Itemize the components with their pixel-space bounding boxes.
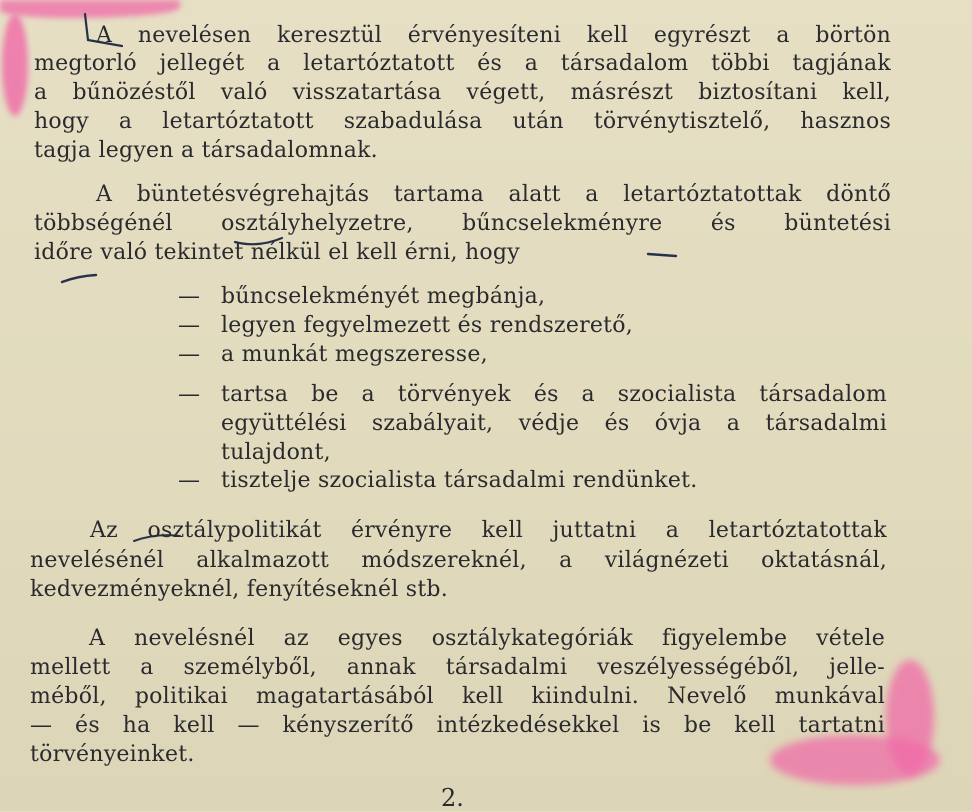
paragraph-4-line-2: mellett a személyből, annak társadalmi veszélyességéből, jelle- bbox=[30, 655, 885, 680]
paragraph-2-line-1: A büntetésvégrehajtás tartama alatt a letartóztatottak döntő bbox=[96, 182, 891, 207]
list-item-3-dash: — bbox=[178, 342, 200, 367]
list-item-2-text: legyen fegyelmezett és rendszerető, bbox=[221, 313, 634, 338]
paragraph-3-line-1: Az osztálypolitikát érvényre kell juttatni a letartóztatottak bbox=[90, 518, 887, 543]
paragraph-3-line-2: nevelésénél alkalmazott módszereknél, a világnézeti oktatásnál, bbox=[30, 548, 887, 573]
list-item-4-dash: — bbox=[178, 382, 200, 407]
list-item-1-dash: — bbox=[178, 284, 200, 309]
list-item-4-text-line-1: tartsa be a törvények és a szocialista társadalom bbox=[221, 382, 887, 407]
page-number: 2. bbox=[441, 784, 464, 812]
list-item-4-text-line-2: együttélési szabályait, védje és óvja a társadalmi bbox=[221, 411, 887, 436]
paragraph-4-line-3: méből, politikai magatartásából kell kiindulni. Nevelő munkával bbox=[30, 684, 885, 709]
list-item-5-text: tisztelje szocialista társadalmi rendünket. bbox=[221, 468, 698, 493]
list-item-1-text: bűncselekményét megbánja, bbox=[221, 284, 546, 309]
paragraph-1-line-3: a bűnözéstől való visszatartása végett, másrészt biztosítani kell, bbox=[34, 80, 891, 105]
paragraph-4-line-1: A nevelésnél az egyes osztálykategóriák figyelembe vétele bbox=[89, 626, 885, 651]
paragraph-2-line-2: többségénél osztályhelyzetre, bűncselekményre és büntetési bbox=[34, 211, 891, 236]
list-item-3-text: a munkát megszeresse, bbox=[221, 342, 488, 367]
paragraph-1-line-5: tagja legyen a társadalomnak. bbox=[34, 138, 378, 163]
paragraph-1-line-2: megtorló jellegét a letartóztatott és a társadalom többi tagjának bbox=[34, 51, 891, 76]
paragraph-4-line-4: — és ha kell — kényszerítő intézkedésekkel is be kell tartatni bbox=[30, 713, 885, 738]
list-item-5-dash: — bbox=[178, 468, 200, 493]
paragraph-2-line-3: időre való tekintet nélkül el kell érni, hogy bbox=[34, 240, 520, 265]
list-item-2-dash: — bbox=[178, 313, 200, 338]
paragraph-4-line-5: törvényeinket. bbox=[30, 742, 195, 767]
list-item-4-text-line-3: tulajdont, bbox=[221, 440, 331, 465]
paragraph-3-line-3: kedvezményeknél, fenyítéseknél stb. bbox=[30, 577, 448, 602]
paragraph-1-line-1: A nevelésen keresztül érvényesíteni kell egyrészt a börtön bbox=[96, 23, 891, 48]
paragraph-1-line-4: hogy a letartóztatott szabadulása után törvénytisztelő, hasznos bbox=[34, 109, 891, 134]
